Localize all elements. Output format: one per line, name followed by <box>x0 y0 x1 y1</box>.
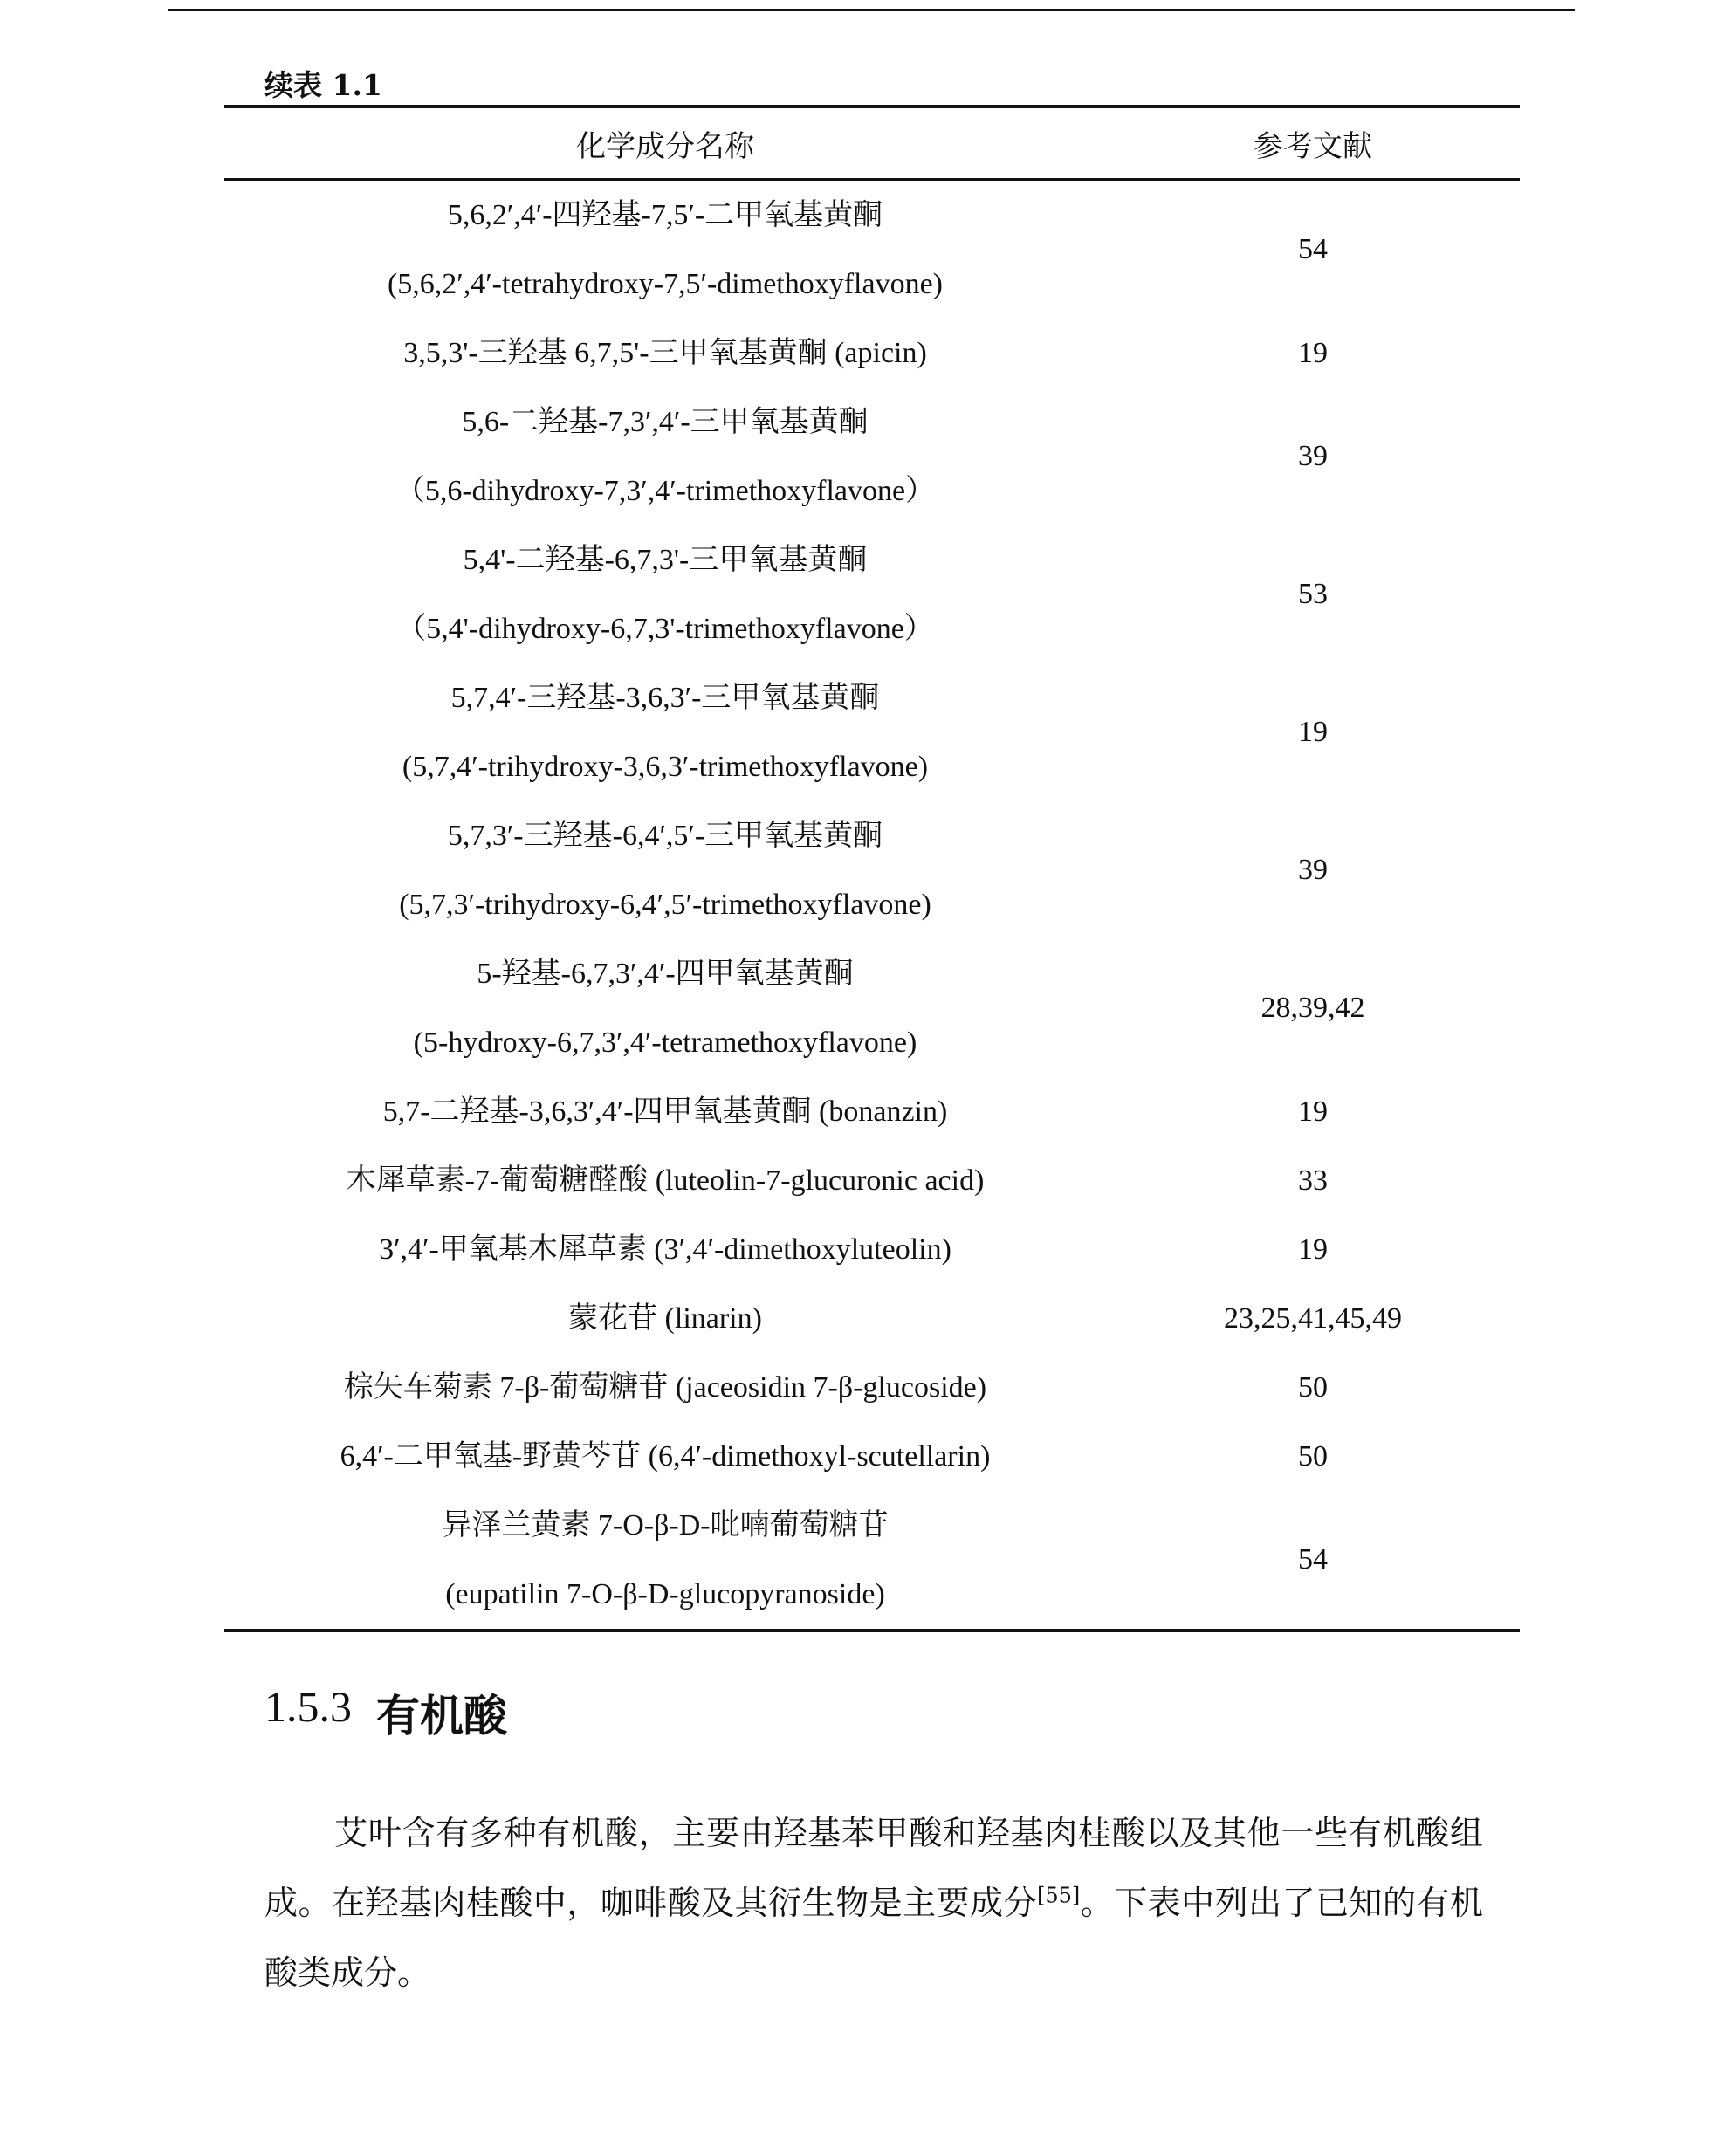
section-title: 有机酸 <box>376 1691 507 1741</box>
compound-name-cn: 5,6,2′,4′-四羟基-7,5′-二甲氧基黄酮 <box>447 199 883 231</box>
compound-name-cell <box>224 180 1106 319</box>
compound-name-cell <box>224 1215 1106 1284</box>
compound-name: 棕矢车菊素 7-β-葡萄糖苷 (jaceosidin 7-β-glucoside) <box>343 1371 987 1404</box>
reference-cell: 28,39,42 <box>1260 992 1365 1024</box>
compound-name-cell <box>224 1284 1106 1353</box>
table-row <box>224 1353 1520 1422</box>
body-paragraph <box>264 1798 1483 2008</box>
header-references: 参考文献 <box>1106 106 1520 180</box>
section-heading <box>264 1681 507 1744</box>
compound-name: 3′,4′-甲氧基木犀草素 (3′,4′-dimethoxyluteolin) <box>379 1233 951 1266</box>
reference-cell: 19 <box>1298 1095 1328 1128</box>
reference-cell: 39 <box>1298 854 1328 886</box>
compound-name-cell <box>224 1077 1106 1146</box>
compound-name-cell <box>224 1353 1106 1422</box>
running-header-rule <box>168 9 1575 11</box>
compound-name-en: (5,7,4′-trihydroxy-3,6,3′-trimethoxyflavone) <box>402 751 929 783</box>
compound-name: 木犀草素-7-葡萄糖醛酸 (luteolin-7-glucuronic acid) <box>346 1164 985 1197</box>
compound-name-cell <box>224 319 1106 388</box>
compound-name-en: （5,6-dihydroxy-7,3′,4′-trimethoxyflavone） <box>395 475 936 507</box>
table-row <box>224 939 1520 1077</box>
compound-name-cell <box>224 1146 1106 1215</box>
table-row <box>224 388 1520 525</box>
compound-name-cell <box>224 388 1106 525</box>
compound-name-cell <box>224 663 1106 801</box>
compound-name-cn: 5,4'-二羟基-6,7,3'-三甲氧基黄酮 <box>463 544 868 576</box>
table-row <box>224 1215 1520 1284</box>
reference-cell: 19 <box>1298 336 1328 369</box>
reference-cell: 50 <box>1298 1370 1328 1404</box>
compound-name-cn: 5,7,3′-三羟基-6,4′,5′-三甲氧基黄酮 <box>447 820 883 852</box>
table-row <box>224 663 1520 801</box>
reference-cell: 19 <box>1298 1232 1328 1266</box>
compound-name-cell <box>224 525 1106 663</box>
compound-name-en: (5-hydroxy-6,7,3′,4′-tetramethoxyflavone) <box>413 1027 917 1059</box>
table-row <box>224 525 1520 663</box>
table-header-row <box>224 106 1520 180</box>
compound-name-cn: 5,7,4′-三羟基-3,6,3′-三甲氧基黄酮 <box>450 682 880 714</box>
compound-name-en: (5,7,3′-trihydroxy-6,4′,5′-trimethoxyflavone) <box>399 889 931 921</box>
compound-name-en: （5,4'-dihydroxy-6,7,3'-trimethoxyflavone） <box>396 613 934 645</box>
compound-name-cell <box>224 939 1106 1077</box>
compound-name: 蒙花苷 (linarin) <box>568 1302 762 1335</box>
header-compound-name: 化学成分名称 <box>224 106 1106 180</box>
compound-name-cell <box>224 1422 1106 1491</box>
reference-cell: 39 <box>1298 440 1328 472</box>
table-row <box>224 801 1520 939</box>
paragraph-text: 艾叶含有多种有机酸，主要由羟基苯甲酸和羟基肉桂酸以及其他一些有机酸组成。在羟基肉桂酸中，咖啡酸及其衍生物是主要成分 <box>264 1814 1483 1922</box>
paragraph-text-end: 。下表中列出了已知的有机酸类成分。 <box>264 1884 1483 1992</box>
compound-name-cell <box>224 801 1106 939</box>
reference-cell: 50 <box>1298 1439 1328 1473</box>
reference-cell: 54 <box>1298 233 1328 265</box>
compound-name-en: (eupatilin 7-O-β-D-glucopyranoside) <box>445 1578 885 1610</box>
table-row <box>224 1146 1520 1215</box>
compound-name: 3,5,3'-三羟基 6,7,5'-三甲氧基黄酮 (apicin) <box>403 337 927 369</box>
table-row <box>224 1491 1520 1631</box>
reference-cell: 54 <box>1106 1491 1520 1631</box>
section-number: 1.5.3 <box>264 1682 352 1731</box>
compound-name: 6,4′-二甲氧基-野黄芩苷 (6,4′-dimethoxyl-scutellarin) <box>340 1440 991 1473</box>
table-caption: 续表 1.1 <box>264 68 382 102</box>
compounds-table <box>224 105 1520 1632</box>
table-row <box>224 180 1520 319</box>
reference-cell: 33 <box>1298 1164 1328 1197</box>
reference-cell: 19 <box>1298 716 1328 748</box>
compound-name-en: (5,6,2′,4′-tetrahydroxy-7,5′-dimethoxyflavone) <box>387 268 944 300</box>
compound-name-cell <box>224 1491 1106 1631</box>
table-row <box>224 1284 1520 1353</box>
table-row <box>224 1422 1520 1491</box>
compound-name: 5,7-二羟基-3,6,3′,4′-四甲氧基黄酮 (bonanzin) <box>382 1095 948 1128</box>
table-row <box>224 1077 1520 1146</box>
reference-cell: 53 <box>1298 578 1328 610</box>
table-row <box>224 319 1520 388</box>
reference-cell: 23,25,41,45,49 <box>1224 1301 1402 1335</box>
compound-name-cn: 5-羟基-6,7,3′,4′-四甲氧基黄酮 <box>477 958 854 990</box>
compound-name-cn: 5,6-二羟基-7,3′,4′-三甲氧基黄酮 <box>462 406 869 438</box>
compound-name-cn: 异泽兰黄素 7-O-β-D-吡喃葡萄糖苷 <box>442 1509 889 1541</box>
citation-superscript: [55] <box>1036 1883 1081 1908</box>
